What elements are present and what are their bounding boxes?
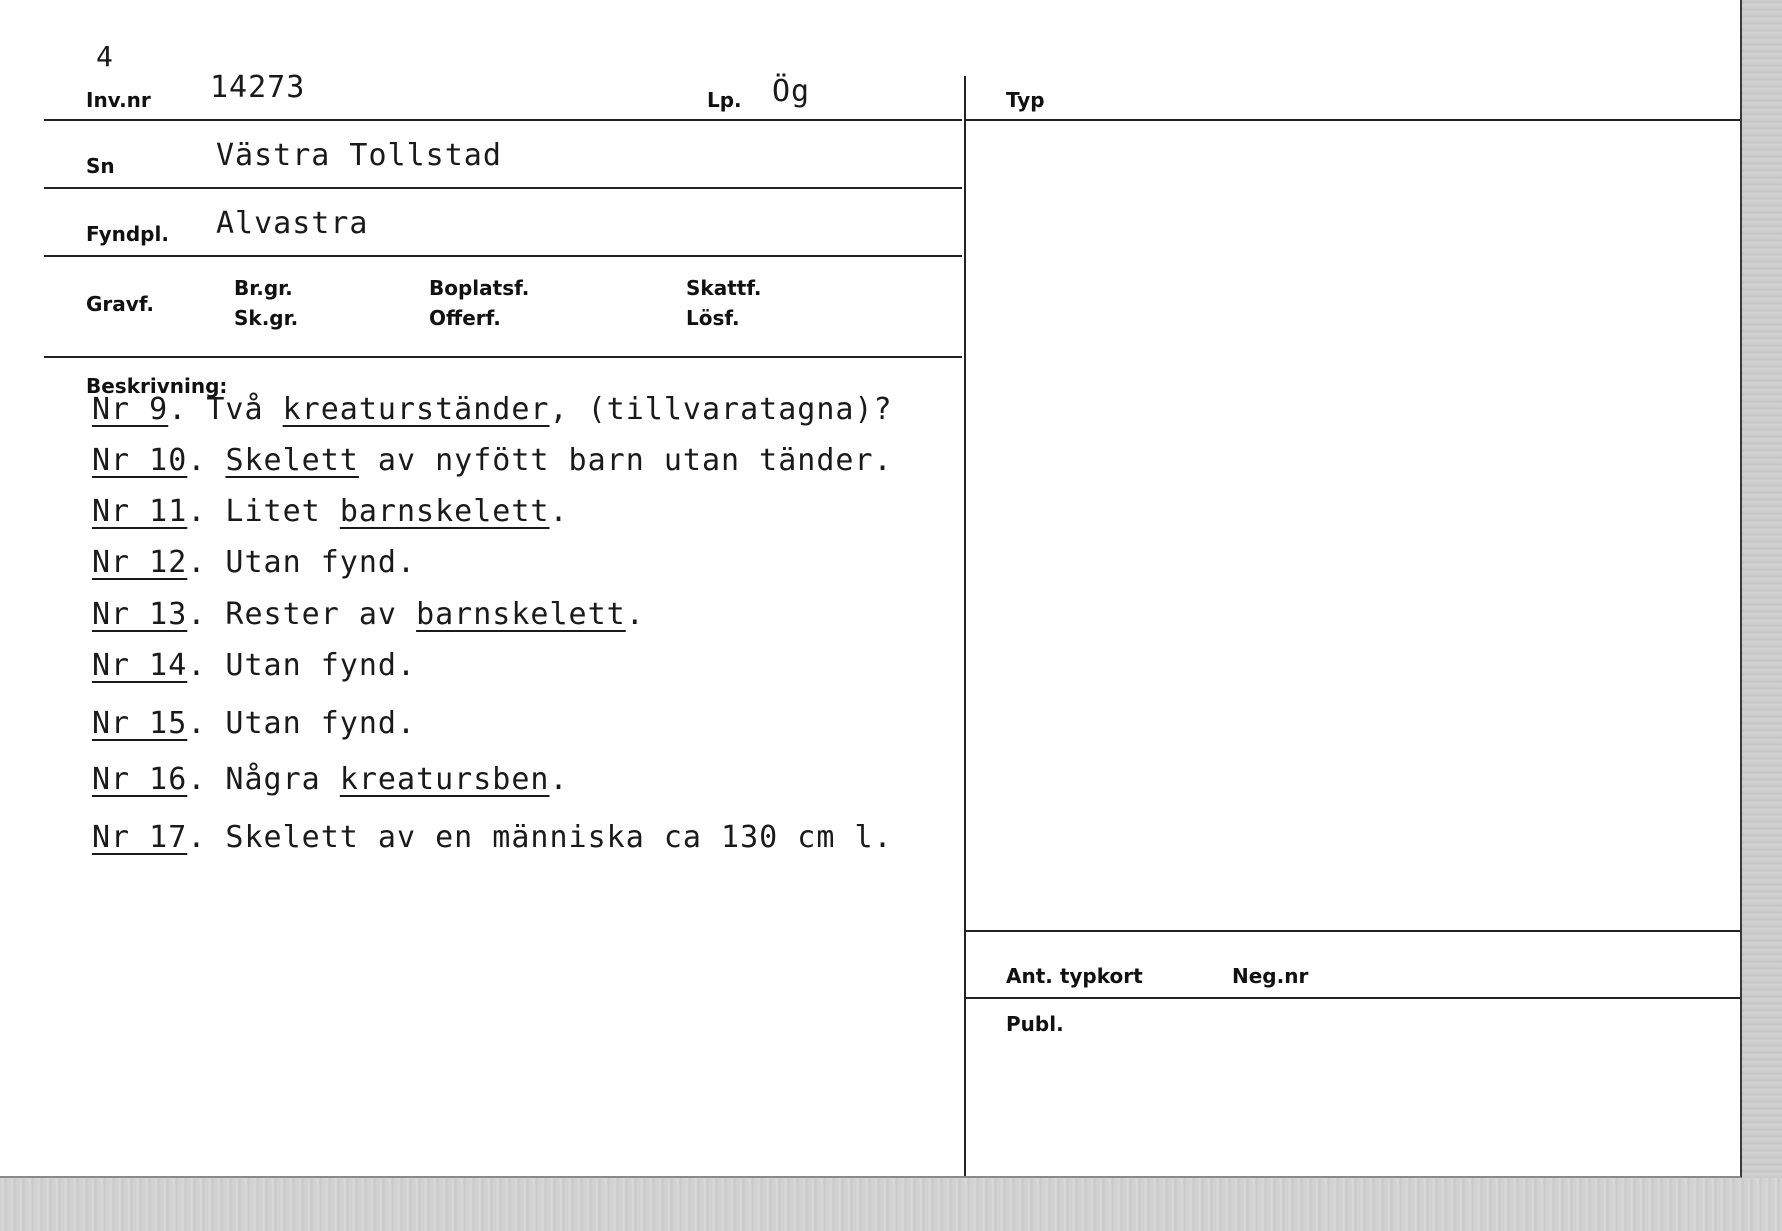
entry-nr: Nr 15 — [92, 706, 188, 741]
brgr-label: Br.gr. — [234, 276, 293, 300]
entry-underlined: barnskelett — [416, 597, 626, 632]
vertical-divider — [964, 76, 966, 1176]
divider-ant — [966, 997, 1740, 999]
scan-edge-right — [1742, 0, 1782, 1178]
divider-typ — [966, 119, 1740, 121]
entry-text-tail: av nyfött barn utan tänder. — [358, 443, 893, 478]
entry-row — [92, 648, 416, 683]
entry-row — [92, 392, 893, 427]
negnr-label: Neg.nr — [1232, 964, 1309, 988]
divider-typ-bottom — [966, 930, 1740, 932]
entry-nr: Nr 12 — [92, 545, 188, 580]
entry-underlined: kreaturständer — [282, 392, 550, 427]
entry-row — [92, 706, 416, 741]
scan-edge-bottom — [0, 1178, 1782, 1231]
entry-row — [92, 820, 893, 855]
entry-nr: Nr 16 — [92, 762, 188, 797]
entry-text-tail: . — [549, 494, 569, 529]
ant-typkort-label: Ant. typkort — [1006, 964, 1143, 988]
page-number: 4 — [96, 40, 114, 73]
entry-row — [92, 443, 893, 478]
divider-gravf — [44, 356, 962, 358]
entry-text: . — [187, 443, 226, 478]
entry-nr: Nr 11 — [92, 494, 188, 529]
entry-nr: Nr 13 — [92, 597, 188, 632]
publ-label: Publ. — [1006, 1012, 1064, 1036]
entry-text: . Utan fynd. — [187, 545, 417, 580]
entry-nr: Nr 14 — [92, 648, 188, 683]
lp-label: Lp. — [707, 88, 742, 112]
gravf-label: Gravf. — [86, 292, 155, 316]
skattf-label: Skattf. — [686, 276, 762, 300]
sn-label: Sn — [86, 154, 115, 178]
entry-text-tail: , (tillvaratagna)? — [549, 392, 893, 427]
divider-sn — [44, 187, 962, 189]
typ-label: Typ — [1006, 88, 1045, 112]
entry-text-tail: . — [625, 597, 645, 632]
fyndpl-value: Alvastra — [216, 206, 369, 241]
divider-fyndpl — [44, 255, 962, 257]
entry-nr: Nr 10 — [92, 443, 188, 478]
entry-text: . Litet — [187, 494, 340, 529]
entry-text-tail: . — [549, 762, 569, 797]
entry-row — [92, 545, 416, 580]
offerf-label: Offerf. — [429, 306, 501, 330]
beskrivning-label: Beskrivning: — [86, 374, 228, 398]
boplatsf-label: Boplatsf. — [429, 276, 530, 300]
lp-value: Ög — [772, 74, 811, 109]
entry-text: . Två — [168, 392, 283, 427]
entry-row — [92, 762, 569, 797]
inv-value: 14273 — [210, 70, 306, 105]
entry-text: . Skelett av en människa ca 130 cm l. — [187, 820, 893, 855]
inv-label: Inv.nr — [86, 88, 151, 112]
losf-label: Lösf. — [686, 306, 740, 330]
sn-value: Västra Tollstad — [216, 138, 502, 173]
entry-underlined: kreatursben — [339, 762, 550, 797]
entry-row — [92, 597, 645, 632]
entry-underlined: barnskelett — [339, 494, 550, 529]
divider-inv — [44, 119, 962, 121]
entry-nr: Nr 17 — [92, 820, 188, 855]
fyndpl-label: Fyndpl. — [86, 222, 169, 246]
entry-text: . Rester av — [187, 597, 417, 632]
entry-underlined: Skelett — [225, 443, 359, 478]
entry-text: . Några — [187, 762, 340, 797]
entry-text: . Utan fynd. — [187, 706, 417, 741]
skgr-label: Sk.gr. — [234, 306, 299, 330]
entry-row — [92, 494, 569, 529]
entry-text: . Utan fynd. — [187, 648, 417, 683]
entry-nr: Nr 9 — [92, 392, 169, 427]
